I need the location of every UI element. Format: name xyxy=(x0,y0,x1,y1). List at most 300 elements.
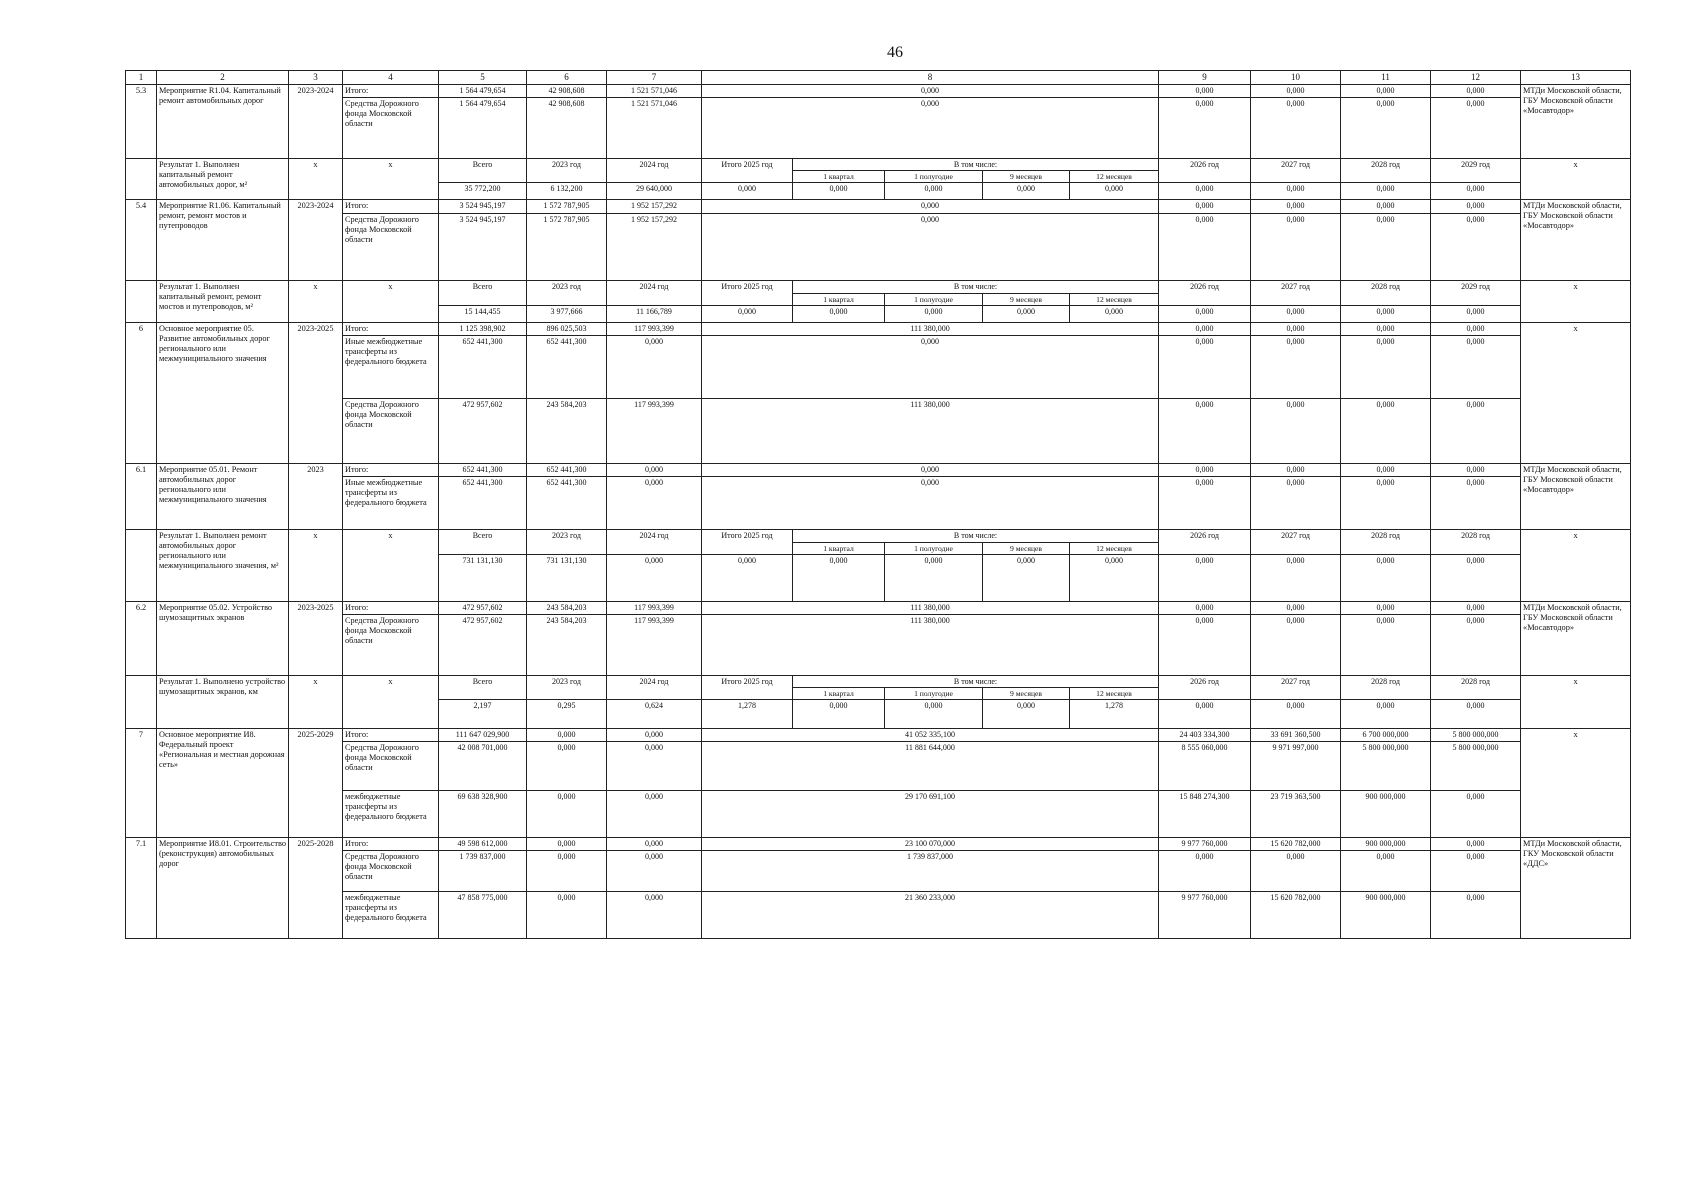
result-value: 0,000 xyxy=(1159,306,1251,323)
source-label: Средства Дорожного фонда Московской области xyxy=(343,742,439,791)
result-value: 29 640,000 xyxy=(607,183,702,200)
source-label: межбюджетные трансферты из федерального бюджета xyxy=(343,892,439,939)
result-value: 0,000 xyxy=(1431,554,1521,601)
row-number: 5.3 xyxy=(126,84,157,158)
header-year: 2029 год xyxy=(1431,281,1521,306)
amount: 0,000 xyxy=(1251,477,1341,530)
amount: 1 952 157,292 xyxy=(607,200,702,214)
amount: 9 977 760,000 xyxy=(1159,838,1251,851)
amount: 11 881 644,000 xyxy=(702,742,1159,791)
amount: 0,000 xyxy=(702,336,1159,399)
executor: x xyxy=(1521,729,1631,838)
amount: 472 957,602 xyxy=(439,601,527,614)
result-value: 0,000 xyxy=(1159,554,1251,601)
result-value: 0,000 xyxy=(1341,554,1431,601)
result-value: 0,000 xyxy=(1251,554,1341,601)
table-row xyxy=(126,97,1631,158)
row-number: 5.4 xyxy=(126,200,157,281)
row-number: 7 xyxy=(126,729,157,838)
result-source: x xyxy=(343,281,439,323)
header-year: 2027 год xyxy=(1251,675,1341,700)
amount: 1 521 571,046 xyxy=(607,97,702,158)
amount: 0,000 xyxy=(1431,892,1521,939)
table-row xyxy=(126,838,1631,851)
header-year: 2026 год xyxy=(1159,158,1251,183)
source-label: Итого: xyxy=(343,838,439,851)
amount: 49 598 612,000 xyxy=(439,838,527,851)
amount: 24 403 334,300 xyxy=(1159,729,1251,742)
result-value: 0,000 xyxy=(702,183,793,200)
amount: 0,000 xyxy=(607,464,702,477)
amount: 0,000 xyxy=(1341,323,1431,336)
amount: 0,000 xyxy=(1341,214,1431,281)
amount: 0,000 xyxy=(1159,200,1251,214)
result-name: Результат 1. Выполнен капитальный ремонт автомобильных дорог, м² xyxy=(157,158,289,200)
amount: 900 000,000 xyxy=(1341,838,1431,851)
result-value: 0,000 xyxy=(1431,306,1521,323)
amount: 0,000 xyxy=(1431,838,1521,851)
header-year: 2028 год xyxy=(1341,530,1431,555)
amount: 0,000 xyxy=(1251,84,1341,97)
amount: 472 957,602 xyxy=(439,399,527,464)
amount: 6 700 000,000 xyxy=(1341,729,1431,742)
source-label: Итого: xyxy=(343,200,439,214)
amount: 900 000,000 xyxy=(1341,892,1431,939)
table-row xyxy=(126,851,1631,892)
result-executor: x xyxy=(1521,675,1631,729)
header-total: Всего xyxy=(439,675,527,700)
amount: 29 170 691,100 xyxy=(702,791,1159,838)
amount: 0,000 xyxy=(702,214,1159,281)
amount: 1 521 571,046 xyxy=(607,84,702,97)
result-value: 0,000 xyxy=(1070,554,1159,601)
amount: 23 719 363,500 xyxy=(1251,791,1341,838)
result-source: x xyxy=(343,675,439,729)
result-value: 0,000 xyxy=(1070,306,1159,323)
amount: 0,000 xyxy=(607,477,702,530)
header-total-2025: Итого 2025 год xyxy=(702,158,793,183)
page-number: 46 xyxy=(887,44,903,61)
result-value: 0,000 xyxy=(1341,306,1431,323)
amount: 0,000 xyxy=(607,892,702,939)
result-value: 0,000 xyxy=(885,306,983,323)
result-value: 0,000 xyxy=(793,306,885,323)
amount: 1 952 157,292 xyxy=(607,214,702,281)
amount: 111 647 029,900 xyxy=(439,729,527,742)
header-year: 2023 год xyxy=(527,281,607,306)
result-value: 1,278 xyxy=(702,700,793,729)
amount: 15 620 782,000 xyxy=(1251,892,1341,939)
header-year: 2028 год xyxy=(1431,675,1521,700)
amount: 0,000 xyxy=(527,851,607,892)
amount: 0,000 xyxy=(1159,323,1251,336)
amount: 0,000 xyxy=(607,851,702,892)
period: 2025-2028 xyxy=(289,838,343,939)
amount: 0,000 xyxy=(1159,399,1251,464)
amount: 42 008 701,000 xyxy=(439,742,527,791)
col-num: 13 xyxy=(1521,71,1631,85)
period: 2023-2025 xyxy=(289,323,343,464)
header-total: Всего xyxy=(439,281,527,306)
header-year: 2027 год xyxy=(1251,530,1341,555)
result-value: 0,000 xyxy=(702,554,793,601)
amount: 111 380,000 xyxy=(702,614,1159,675)
amount: 0,000 xyxy=(607,791,702,838)
result-executor: x xyxy=(1521,530,1631,602)
amount: 0,000 xyxy=(1251,336,1341,399)
program-table xyxy=(125,70,1631,939)
result-value: 3 977,666 xyxy=(527,306,607,323)
header-year: 2026 год xyxy=(1159,281,1251,306)
amount: 111 380,000 xyxy=(702,601,1159,614)
result-name: Результат 1. Выполнено устройство шумозащитных экранов, км xyxy=(157,675,289,729)
amount: 0,000 xyxy=(1251,464,1341,477)
amount: 0,000 xyxy=(1341,851,1431,892)
amount: 0,000 xyxy=(1431,601,1521,614)
amount: 0,000 xyxy=(1251,601,1341,614)
amount: 0,000 xyxy=(1159,477,1251,530)
amount: 0,000 xyxy=(1341,464,1431,477)
amount: 243 584,203 xyxy=(527,601,607,614)
amount: 41 052 335,100 xyxy=(702,729,1159,742)
table-row xyxy=(126,84,1631,97)
activity-name: Мероприятие R1.04. Капитальный ремонт автомобильных дорог xyxy=(157,84,289,158)
amount: 1 572 787,905 xyxy=(527,200,607,214)
table-row xyxy=(126,336,1631,399)
result-value: 0,000 xyxy=(1431,700,1521,729)
amount: 0,000 xyxy=(1431,200,1521,214)
amount: 0,000 xyxy=(1251,614,1341,675)
activity-name: Мероприятие И8.01. Строительство (реконструкция) автомобильных дорог xyxy=(157,838,289,939)
result-period: x xyxy=(289,158,343,200)
amount: 0,000 xyxy=(1431,336,1521,399)
header-year: 2027 год xyxy=(1251,158,1341,183)
amount: 5 800 000,000 xyxy=(1431,742,1521,791)
header-h1: 1 полугодие xyxy=(885,542,983,554)
amount: 0,000 xyxy=(1431,851,1521,892)
table-row xyxy=(126,614,1631,675)
executor: МТДи Московской области, ГБУ Московской области «Мосавтодор» xyxy=(1521,601,1631,675)
header-year: 2023 год xyxy=(527,530,607,555)
amount: 15 620 782,000 xyxy=(1251,838,1341,851)
header-12m: 12 месяцев xyxy=(1070,688,1159,700)
amount: 42 908,608 xyxy=(527,84,607,97)
amount: 1 564 479,654 xyxy=(439,84,527,97)
amount: 0,000 xyxy=(527,742,607,791)
result-value: 0,295 xyxy=(527,700,607,729)
header-year: 2023 год xyxy=(527,675,607,700)
source-label: Средства Дорожного фонда Московской области xyxy=(343,214,439,281)
activity-name: Основное мероприятие 05. Развитие автомобильных дорог регионального или межмуниципального значения xyxy=(157,323,289,464)
col-num: 5 xyxy=(439,71,527,85)
amount: 0,000 xyxy=(702,464,1159,477)
amount: 652 441,300 xyxy=(527,464,607,477)
result-period: x xyxy=(289,675,343,729)
col-num: 8 xyxy=(702,71,1159,85)
period: 2023 xyxy=(289,464,343,530)
amount: 0,000 xyxy=(1251,323,1341,336)
result-value: 0,000 xyxy=(1159,183,1251,200)
amount: 472 957,602 xyxy=(439,614,527,675)
amount: 0,000 xyxy=(1431,84,1521,97)
executor: МТДи Московской области, ГБУ Московской области «Мосавтодор» xyxy=(1521,464,1631,530)
amount: 42 908,608 xyxy=(527,97,607,158)
result-value: 731 131,130 xyxy=(527,554,607,601)
header-including: В том числе: xyxy=(793,281,1159,294)
amount: 0,000 xyxy=(702,477,1159,530)
source-label: Итого: xyxy=(343,323,439,336)
header-year: 2028 год xyxy=(1431,530,1521,555)
source-label: Итого: xyxy=(343,601,439,614)
executor: МТДи Московской области, ГКУ Московской области «ДДС» xyxy=(1521,838,1631,939)
amount: 0,000 xyxy=(607,742,702,791)
amount: 0,000 xyxy=(1431,477,1521,530)
result-value: 731 131,130 xyxy=(439,554,527,601)
amount: 1 739 837,000 xyxy=(439,851,527,892)
header-9m: 9 месяцев xyxy=(983,688,1070,700)
result-executor: x xyxy=(1521,281,1631,323)
table-row xyxy=(126,892,1631,939)
amount: 0,000 xyxy=(702,97,1159,158)
row-number: 6 xyxy=(126,323,157,464)
header-year: 2023 год xyxy=(527,158,607,183)
amount: 0,000 xyxy=(527,729,607,742)
row-number: 7.1 xyxy=(126,838,157,939)
header-year: 2026 год xyxy=(1159,530,1251,555)
amount: 0,000 xyxy=(1159,84,1251,97)
result-value: 0,000 xyxy=(1341,183,1431,200)
col-num: 1 xyxy=(126,71,157,85)
amount: 0,000 xyxy=(1341,399,1431,464)
result-value: 0,000 xyxy=(1251,306,1341,323)
period: 2023-2024 xyxy=(289,200,343,281)
result-value: 0,000 xyxy=(1159,700,1251,729)
amount: 1 564 479,654 xyxy=(439,97,527,158)
result-source: x xyxy=(343,530,439,602)
header-total-2025: Итого 2025 год xyxy=(702,530,793,555)
amount: 896 025,503 xyxy=(527,323,607,336)
header-q1: 1 квартал xyxy=(793,542,885,554)
amount: 5 800 000,000 xyxy=(1341,742,1431,791)
activity-name: Мероприятие R1.06. Капитальный ремонт, ремонт мостов и путепроводов xyxy=(157,200,289,281)
amount: 0,000 xyxy=(1431,614,1521,675)
col-num: 9 xyxy=(1159,71,1251,85)
col-num: 6 xyxy=(527,71,607,85)
amount: 0,000 xyxy=(1251,214,1341,281)
amount: 0,000 xyxy=(1431,791,1521,838)
amount: 0,000 xyxy=(1431,464,1521,477)
table-row xyxy=(126,214,1631,281)
amount: 0,000 xyxy=(1431,399,1521,464)
amount: 69 638 328,900 xyxy=(439,791,527,838)
source-label: Средства Дорожного фонда Московской области xyxy=(343,851,439,892)
amount: 0,000 xyxy=(1341,84,1431,97)
amount: 900 000,000 xyxy=(1341,791,1431,838)
amount: 3 524 945,197 xyxy=(439,214,527,281)
result-value: 1,278 xyxy=(1070,700,1159,729)
table-row xyxy=(126,742,1631,791)
amount: 0,000 xyxy=(1341,97,1431,158)
result-value: 0,000 xyxy=(793,183,885,200)
result-period: x xyxy=(289,530,343,602)
amount: 1 572 787,905 xyxy=(527,214,607,281)
period: 2023-2024 xyxy=(289,84,343,158)
activity-name: Мероприятие 05.02. Устройство шумозащитных экранов xyxy=(157,601,289,675)
amount: 652 441,300 xyxy=(527,336,607,399)
period: 2023-2025 xyxy=(289,601,343,675)
source-label: Средства Дорожного фонда Московской области xyxy=(343,399,439,464)
col-num: 4 xyxy=(343,71,439,85)
result-value: 0,000 xyxy=(1251,183,1341,200)
amount: 0,000 xyxy=(1431,214,1521,281)
result-value: 0,000 xyxy=(1431,183,1521,200)
header-9m: 9 месяцев xyxy=(983,542,1070,554)
header-year: 2024 год xyxy=(607,281,702,306)
amount: 243 584,203 xyxy=(527,614,607,675)
result-value: 0,000 xyxy=(1251,700,1341,729)
amount: 0,000 xyxy=(1431,97,1521,158)
header-year: 2028 год xyxy=(1341,158,1431,183)
amount: 5 800 000,000 xyxy=(1431,729,1521,742)
amount: 23 100 070,000 xyxy=(702,838,1159,851)
table-row xyxy=(126,601,1631,614)
result-header-row xyxy=(126,675,1631,688)
header-q1: 1 квартал xyxy=(793,171,885,183)
result-value: 2,197 xyxy=(439,700,527,729)
amount: 1 125 398,902 xyxy=(439,323,527,336)
amount: 0,000 xyxy=(1251,399,1341,464)
activity-name: Основное мероприятие И8. Федеральный проект «Региональная и местная дорожная сеть» xyxy=(157,729,289,838)
header-including: В том числе: xyxy=(793,158,1159,171)
header-12m: 12 месяцев xyxy=(1070,294,1159,306)
amount: 117 993,399 xyxy=(607,614,702,675)
amount: 0,000 xyxy=(1159,464,1251,477)
result-value: 0,624 xyxy=(607,700,702,729)
amount: 0,000 xyxy=(1341,614,1431,675)
header-total-2025: Итого 2025 год xyxy=(702,675,793,700)
header-year: 2029 год xyxy=(1431,158,1521,183)
amount: 652 441,300 xyxy=(439,336,527,399)
amount: 0,000 xyxy=(702,200,1159,214)
result-value: 35 772,200 xyxy=(439,183,527,200)
column-number-row xyxy=(126,71,1631,85)
amount: 9 977 760,000 xyxy=(1159,892,1251,939)
result-value: 15 144,455 xyxy=(439,306,527,323)
activity-name: Мероприятие 05.01. Ремонт автомобильных дорог регионального или межмуниципального значения xyxy=(157,464,289,530)
result-value: 0,000 xyxy=(607,554,702,601)
table-row xyxy=(126,200,1631,214)
header-9m: 9 месяцев xyxy=(983,171,1070,183)
source-label: Итого: xyxy=(343,729,439,742)
amount: 652 441,300 xyxy=(439,464,527,477)
header-year: 2024 год xyxy=(607,675,702,700)
header-year: 2028 год xyxy=(1341,675,1431,700)
header-h1: 1 полугодие xyxy=(885,294,983,306)
table-row xyxy=(126,399,1631,464)
result-value: 0,000 xyxy=(983,700,1070,729)
table-row xyxy=(126,323,1631,336)
header-12m: 12 месяцев xyxy=(1070,171,1159,183)
col-num: 2 xyxy=(157,71,289,85)
amount: 652 441,300 xyxy=(527,477,607,530)
amount: 652 441,300 xyxy=(439,477,527,530)
header-9m: 9 месяцев xyxy=(983,294,1070,306)
result-name: Результат 1. Выполнен ремонт автомобильных дорог регионального или межмуниципального значения, м² xyxy=(157,530,289,602)
result-value: 0,000 xyxy=(1070,183,1159,200)
row-number: 6.2 xyxy=(126,601,157,675)
amount: 0,000 xyxy=(1251,200,1341,214)
amount: 111 380,000 xyxy=(702,323,1159,336)
executor: x xyxy=(1521,323,1631,464)
amount: 0,000 xyxy=(1251,851,1341,892)
result-value: 11 166,789 xyxy=(607,306,702,323)
amount: 1 739 837,000 xyxy=(702,851,1159,892)
col-num: 12 xyxy=(1431,71,1521,85)
header-total: Всего xyxy=(439,530,527,555)
header-total-2025: Итого 2025 год xyxy=(702,281,793,306)
result-header-row xyxy=(126,158,1631,171)
amount: 111 380,000 xyxy=(702,399,1159,464)
source-label: Иные межбюджетные трансферты из федерального бюджета xyxy=(343,477,439,530)
amount: 15 848 274,300 xyxy=(1159,791,1251,838)
table-row xyxy=(126,477,1631,530)
row-number: 6.1 xyxy=(126,464,157,530)
header-total: Всего xyxy=(439,158,527,183)
source-label: Средства Дорожного фонда Московской области xyxy=(343,97,439,158)
amount: 0,000 xyxy=(1159,336,1251,399)
amount: 0,000 xyxy=(527,838,607,851)
result-value: 0,000 xyxy=(885,183,983,200)
amount: 21 360 233,000 xyxy=(702,892,1159,939)
amount: 0,000 xyxy=(607,336,702,399)
header-h1: 1 полугодие xyxy=(885,688,983,700)
source-label: Средства Дорожного фонда Московской области xyxy=(343,614,439,675)
col-num: 7 xyxy=(607,71,702,85)
amount: 0,000 xyxy=(527,892,607,939)
amount: 0,000 xyxy=(527,791,607,838)
amount: 0,000 xyxy=(1341,477,1431,530)
header-year: 2024 год xyxy=(607,530,702,555)
result-value: 0,000 xyxy=(793,554,885,601)
amount: 117 993,399 xyxy=(607,323,702,336)
result-value: 0,000 xyxy=(983,183,1070,200)
amount: 0,000 xyxy=(1159,851,1251,892)
source-label: Итого: xyxy=(343,84,439,97)
result-value: 0,000 xyxy=(793,700,885,729)
header-including: В том числе: xyxy=(793,530,1159,543)
amount: 0,000 xyxy=(702,84,1159,97)
header-year: 2028 год xyxy=(1341,281,1431,306)
table-row xyxy=(126,729,1631,742)
result-value: 0,000 xyxy=(1341,700,1431,729)
col-num: 3 xyxy=(289,71,343,85)
result-name: Результат 1. Выполнен капитальный ремонт, ремонт мостов и путепроводов, м² xyxy=(157,281,289,323)
amount: 117 993,399 xyxy=(607,399,702,464)
source-label: Итого: xyxy=(343,464,439,477)
result-value: 0,000 xyxy=(983,306,1070,323)
amount: 0,000 xyxy=(1341,200,1431,214)
result-header-row xyxy=(126,281,1631,294)
header-q1: 1 квартал xyxy=(793,688,885,700)
header-12m: 12 месяцев xyxy=(1070,542,1159,554)
amount: 0,000 xyxy=(1341,336,1431,399)
amount: 0,000 xyxy=(607,729,702,742)
result-period: x xyxy=(289,281,343,323)
result-value: 6 132,200 xyxy=(527,183,607,200)
result-header-row xyxy=(126,530,1631,543)
amount: 47 858 775,000 xyxy=(439,892,527,939)
source-label: межбюджетные трансферты из федерального бюджета xyxy=(343,791,439,838)
